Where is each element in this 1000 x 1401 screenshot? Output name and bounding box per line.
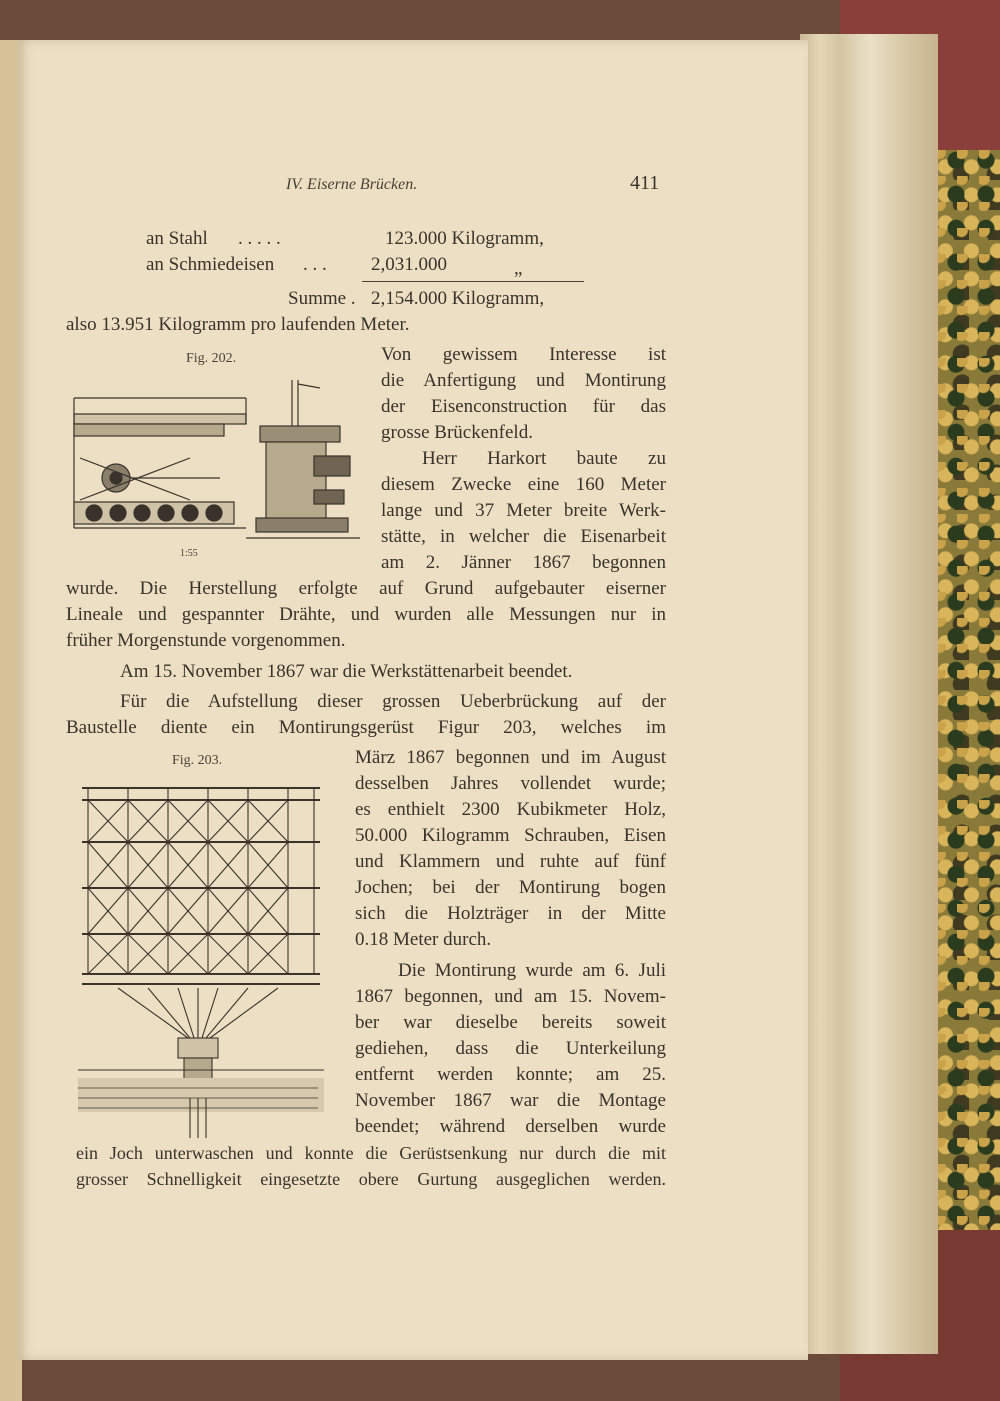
text-line: Für die Aufstellung dieser grossen Ueberbrückung auf der xyxy=(120,691,666,712)
text-line: November 1867 war die Montage xyxy=(355,1090,666,1111)
text-line: und Klammern und ruhte auf fünf xyxy=(355,851,666,872)
text-line: gediehen, dass die Unterkeilung xyxy=(355,1038,666,1059)
text-line: Jochen; bei der Montirung bogen xyxy=(355,877,666,898)
ditto-mark: „ xyxy=(514,258,523,279)
sum-value: 2,154.000 Kilogramm, xyxy=(371,288,545,309)
text-line: lange und 37 Meter breite Werk- xyxy=(381,500,666,521)
page-number: 411 xyxy=(630,172,660,194)
text-line: 50.000 Kilogramm Schrauben, Eisen xyxy=(355,825,666,846)
text-line: grosser Schnelligkeit eingesetzte obere Gurtung ausgeglichen werden. xyxy=(76,1169,666,1189)
weight-dots-steel: . . . . . xyxy=(238,228,281,249)
text-line: es enthielt 2300 Kubikmeter Holz, xyxy=(355,799,666,820)
text-line: früher Morgenstunde vorgenommen. xyxy=(66,630,346,651)
weight-label-steel: an Stahl xyxy=(146,228,208,249)
text-line: März 1867 begonnen und im August xyxy=(355,747,666,768)
text-line: desselben Jahres vollendet wurde; xyxy=(355,773,666,794)
text-line: 1867 begonnen, und am 15. Novem- xyxy=(355,986,666,1007)
text-line: Die Montirung wurde am 6. Juli xyxy=(398,960,666,981)
text-line: die Anfertigung und Montirung xyxy=(381,370,666,391)
figure-202-label: Fig. 202. xyxy=(186,351,237,366)
figure-202-scale: 1:55 xyxy=(180,548,198,559)
text-line: Am 15. November 1867 war die Werkstättenarbeit beendet. xyxy=(120,661,573,682)
text-line: am 2. Jänner 1867 begonnen xyxy=(381,552,666,573)
text-line: entfernt werden konnte; am 25. xyxy=(355,1064,666,1085)
text-line: grosse Brückenfeld. xyxy=(381,422,533,443)
weight-label-wrought-iron: an Schmiedeisen xyxy=(146,254,275,275)
text-line: beendet; während derselben wurde xyxy=(355,1116,666,1137)
text-line: ein Joch unterwaschen und konnte die Gerüstsenkung nur durch die mit xyxy=(76,1143,666,1163)
marbled-edge xyxy=(935,150,1000,1230)
text-line: wurde. Die Herstellung erfolgte auf Grund aufgebauter eiserner xyxy=(66,578,666,599)
text-line: ber war dieselbe bereits soweit xyxy=(355,1012,666,1033)
weight-value-wrought-iron: 2,031.000 xyxy=(371,254,447,275)
sum-rule xyxy=(362,281,584,282)
text-line: Von gewissem Interesse ist xyxy=(381,344,666,365)
figure-203-label: Fig. 203. xyxy=(172,753,223,768)
text-line: Baustelle diente ein Montirungsgerüst Figur 203, welches im xyxy=(66,717,666,738)
text-line: Herr Harkort baute zu xyxy=(422,448,666,469)
figure-202-drawing xyxy=(70,378,360,550)
running-head: IV. Eiserne Brücken. xyxy=(286,176,418,193)
text-line: der Eisenconstruction für das xyxy=(381,396,666,417)
text-line: sich die Holzträger in der Mitte xyxy=(355,903,666,924)
text-line: 0.18 Meter durch. xyxy=(355,929,492,950)
figure-203-drawing xyxy=(78,778,324,1144)
text-line: stätte, in welcher die Eisenarbeit xyxy=(381,526,666,547)
weight-dots-wrought-iron: . . . xyxy=(303,254,327,275)
text-line: Lineale und gespannter Drähte, und wurden alle Messungen nur in xyxy=(66,604,666,625)
weight-value-steel: 123.000 Kilogramm, xyxy=(385,228,544,249)
text-line: also 13.951 Kilogramm pro laufenden Meter. xyxy=(66,314,410,335)
sum-label: Summe . xyxy=(288,288,356,309)
page-stack-edge xyxy=(800,34,938,1354)
text-line: diesem Zwecke eine 160 Meter xyxy=(381,474,666,495)
